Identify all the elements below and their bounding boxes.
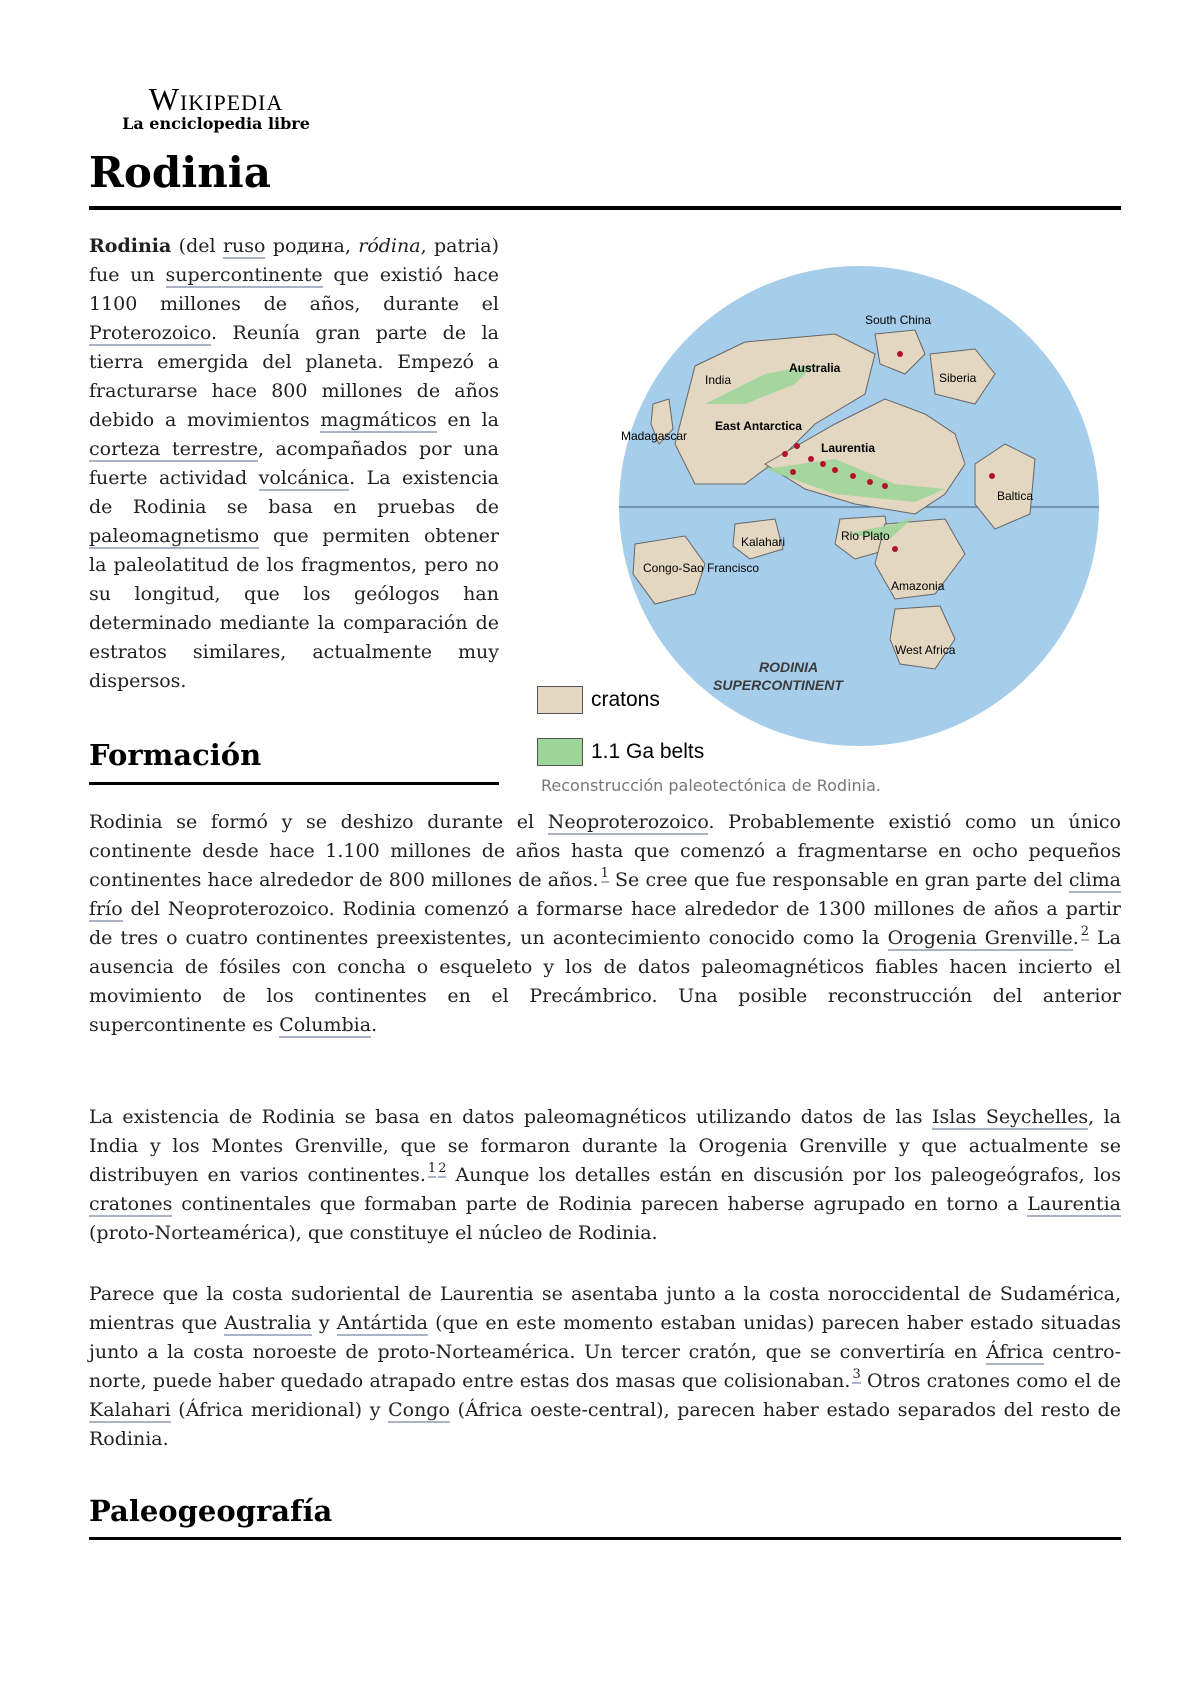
label-india: India: [705, 373, 732, 387]
label-baltica: Baltica: [997, 489, 1034, 503]
text: . Probablemente existió como un único continente desde hace 1.100 millones de años hasta que comenzó a fragmentarse en ocho pequeños continentes hace alrededor de 800 millones de años.: [89, 811, 1121, 891]
title-divider: [89, 206, 1121, 210]
rodinia-map-figure[interactable]: [535, 254, 1121, 804]
text: .: [371, 1014, 378, 1036]
text: . Reunía gran parte de la tierra emergida del planeta. Empezó a fracturarse hace 800 millones de años debido a movimientos: [89, 322, 499, 431]
label-australia: Australia: [789, 361, 841, 375]
link-corteza-terrestre[interactable]: corteza terrestre: [89, 438, 258, 460]
link-laurentia[interactable]: Laurentia: [1027, 1193, 1121, 1215]
ref-1[interactable]: 1: [427, 1161, 437, 1176]
figure-caption: Reconstrucción paleotectónica de Rodinia.: [541, 776, 881, 795]
label-rio-plato: Rio Plato: [841, 529, 890, 543]
ref-3[interactable]: 3: [852, 1367, 861, 1382]
label-east-antarctica: East Antarctica: [715, 419, 802, 433]
text: , la India y los Montes Grenville, que se formaron durante la Orogenia Grenville y que actualmente se distribuyen en varios continentes.: [89, 1106, 1122, 1186]
label-west-africa: West Africa: [895, 643, 956, 657]
formacion-paragraph-1: [89, 808, 1121, 1040]
text: La ausencia de fósiles con concha o esqueleto y los de datos paleomagnéticos fiables hacen incierto el movimiento de los continentes en el Precámbrico. Una posible reconstrucción del anterior supercontinente es: [89, 927, 1121, 1036]
section-heading-paleogeografia: Paleogeografía: [89, 1494, 333, 1528]
legend-belts-label: 1.1 Ga belts: [591, 740, 705, 763]
logo-wordmark: Wikipedia: [148, 81, 284, 117]
text: centro-norte, puede haber quedado atrapado entre estas dos masas que colisionaban.: [89, 1341, 1121, 1392]
label-amazonia: Amazonia: [891, 579, 945, 593]
text: (del: [171, 235, 223, 257]
link-volcanica[interactable]: volcánica: [258, 467, 350, 489]
link-australia[interactable]: Australia: [224, 1312, 312, 1334]
text: La existencia de Rodinia se basa en datos paleomagnéticos utilizando datos de las: [89, 1106, 932, 1128]
text: (proto-Norteamérica), que constituye el núcleo de Rodinia.: [89, 1222, 658, 1244]
ref-2[interactable]: 2: [438, 1161, 447, 1176]
text: Parece que la costa sudoriental de Laurentia se asentaba junto a la costa noroccidental de Sudamérica, mientras que: [89, 1283, 1121, 1334]
link-kalahari[interactable]: Kalahari: [89, 1399, 171, 1421]
text: . La existencia de Rodinia se basa en pruebas de: [89, 467, 500, 518]
text: (África oeste-central), parecen haber estado separados del resto de Rodinia.: [89, 1399, 1121, 1450]
label-siberia: Siberia: [939, 371, 977, 385]
link-antartida[interactable]: Antártida: [336, 1312, 428, 1334]
label-congo: Congo-Sao Francisco: [643, 561, 760, 575]
ref-2[interactable]: 2: [1080, 924, 1090, 939]
label-madagascar: Madagascar: [621, 429, 688, 443]
intro-paragraph-container: [89, 232, 499, 696]
text: родина,: [265, 235, 359, 257]
text: Aunque los detalles están en discusión por los paleogeógrafos, los: [446, 1164, 1121, 1186]
legend-cratons-swatch: [537, 686, 583, 714]
text: , patria) fue un: [89, 235, 500, 286]
italic-rodina: ródina: [358, 235, 421, 257]
link-neoproterozoico[interactable]: Neoproterozoico: [547, 811, 709, 833]
text: y: [311, 1312, 337, 1334]
text: del Neoproterozoico. Rodinia comenzó a formarse hace alrededor de 1300 millones de años a partir de tres o cuatro continentes preexistentes, un acontecimiento conocido como la: [89, 898, 1121, 949]
text: Se cree que fue responsable en gran parte del: [608, 869, 1069, 891]
link-africa[interactable]: África: [986, 1341, 1044, 1363]
text: (que en este momento estaban unidas) parecen haber estado situadas junto a la costa noroeste de proto-Norteamérica. Un tercer cratón, que se convertiría en: [89, 1312, 1121, 1363]
link-proterozoico[interactable]: Proterozoico: [89, 322, 211, 344]
text: Otros cratones como el de: [860, 1370, 1121, 1392]
link-supercontinente[interactable]: supercontinente: [165, 264, 323, 286]
link-islas-seychelles[interactable]: Islas Seychelles: [932, 1106, 1089, 1128]
link-cratones[interactable]: cratones: [89, 1193, 173, 1215]
text: .: [1072, 927, 1079, 949]
text: Rodinia se formó y se deshizo durante el: [89, 811, 548, 833]
text: , acompañados por una fuerte actividad: [89, 438, 499, 489]
formacion-paragraph-3: [89, 1280, 1121, 1454]
intro-paragraph: [89, 232, 499, 696]
section-divider: [89, 782, 499, 785]
link-columbia[interactable]: Columbia: [279, 1014, 372, 1036]
link-paleomagnetismo[interactable]: paleomagnetismo: [89, 525, 260, 547]
section-heading-formacion: Formación: [89, 738, 262, 772]
label-kalahari: Kalahari: [741, 535, 786, 549]
link-clima-frio[interactable]: clima frío: [89, 869, 1121, 920]
wikipedia-logo[interactable]: [116, 82, 316, 134]
map-title-line1: RODINIA: [759, 659, 819, 675]
formacion-paragraph-2: [89, 1103, 1121, 1248]
logo-tagline: La enciclopedia libre: [122, 114, 310, 133]
link-congo[interactable]: Congo: [388, 1399, 450, 1421]
text: (África meridional) y: [170, 1399, 389, 1421]
link-ruso[interactable]: ruso: [222, 235, 266, 257]
text: que permiten obtener la paleolatitud de los fragmentos, pero no su longitud, que los geólogos han determinado mediante la comparación de estratos similares, actualmente muy dispersos.: [89, 525, 499, 692]
text: continentales que formaban parte de Rodinia parecen haberse agrupado en torno a: [172, 1193, 1028, 1215]
page-title: Rodinia: [89, 148, 271, 197]
lead-term: Rodinia: [89, 235, 172, 257]
link-orogenia-grenville[interactable]: Orogenia Grenville: [887, 927, 1073, 949]
link-magmaticos[interactable]: magmáticos: [320, 409, 437, 431]
section-divider: [89, 1537, 1121, 1540]
legend-belts-swatch: [537, 738, 583, 766]
text: que existió hace 1100 millones de años, durante el: [89, 264, 499, 315]
label-south-china: South China: [865, 313, 932, 327]
label-laurentia: Laurentia: [821, 441, 876, 455]
map-title-line2: SUPERCONTINENT: [713, 677, 843, 693]
legend-cratons-label: cratons: [591, 688, 660, 711]
text: en la: [436, 409, 500, 431]
ref-1[interactable]: 1: [600, 866, 609, 881]
